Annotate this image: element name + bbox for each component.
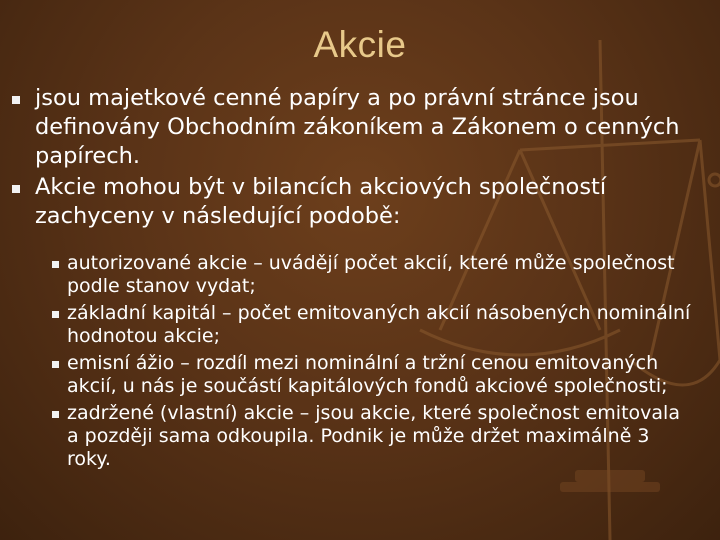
sub-bullet-item: [57, 302, 697, 348]
bullet-text: jsou majetkové cenné papíry a po právní stránce jsou definovány Obchodním zákoníkem a Zákonem o cenných papírech.: [35, 85, 680, 169]
bullet-text: Akcie mohou být v bilancích akciových společností zachyceny v následující podobě:: [35, 174, 607, 229]
square-bullet-icon: [12, 96, 20, 104]
sub-bullet-item: [57, 252, 697, 298]
square-bullet-icon: [12, 185, 20, 193]
slide-title: Akcie: [313, 24, 407, 65]
sub-bullet-item: [57, 402, 697, 471]
sub-bullet-text: emisní ážio – rozdíl mezi nominální a tržní cenou emitovaných akcií, u nás je součástí kapitálových fondů akciové společnosti;: [67, 352, 668, 397]
sub-bullet-list: [57, 252, 697, 475]
square-bullet-icon: [52, 311, 59, 318]
square-bullet-icon: [52, 261, 59, 268]
sub-bullet-text: základní kapitál – počet emitovaných akcií násobených nominální hodnotou akcie;: [67, 302, 691, 347]
sub-bullet-item: [57, 352, 697, 398]
square-bullet-icon: [52, 411, 59, 418]
sub-bullet-text: zadržené (vlastní) akcie – jsou akcie, které společnost emitovala a později sama odkoupila. Podnik je může držet maximálně 3 roky.: [67, 402, 680, 470]
bullet-item: [8, 173, 708, 231]
square-bullet-icon: [52, 361, 59, 368]
bullet-item: [8, 84, 708, 171]
sub-bullet-text: autorizované akcie – uvádějí počet akcií, které může společnost podle stanov vydat;: [67, 252, 675, 297]
main-bullet-list: [8, 84, 708, 233]
